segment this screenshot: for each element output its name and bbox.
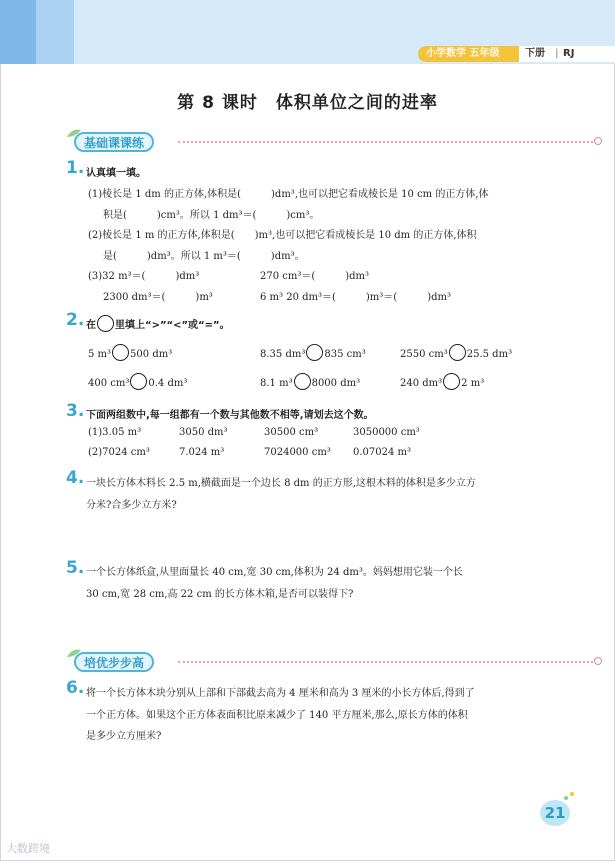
- compare-item: 2550 cm³ 25.5 dm³: [400, 344, 512, 361]
- q4-line: 分米?合多少立方米?: [86, 500, 177, 511]
- compare-item: 8.1 m³ 8000 dm³: [260, 373, 360, 390]
- q3-cell[interactable]: 3050000 cm³: [353, 427, 420, 438]
- q3-cell[interactable]: 3050 dm³: [179, 427, 228, 438]
- compare-circle[interactable]: [112, 344, 129, 361]
- compare-circle[interactable]: [294, 373, 311, 390]
- compare-item: 240 dm³ 2 m³: [400, 373, 484, 390]
- section-advanced-label: 培优步步高: [74, 652, 154, 672]
- section-basic-label: 基础课课练: [74, 132, 154, 152]
- q3-cell[interactable]: (2)7024 cm³: [88, 447, 150, 458]
- q3-prompt: 下面两组数中,每一组都有一个数与其他数不相等,请划去这个数。: [86, 410, 374, 421]
- q5-number: 5.: [66, 558, 85, 578]
- sparkle-icon: [562, 790, 576, 802]
- q5-line: 一个长方体纸盒,从里面量长 40 cm,宽 30 cm,体积为 24 dm³。妈妈想用它装一个长: [86, 567, 463, 578]
- compare-circle[interactable]: [449, 344, 466, 361]
- q2-prompt: 在 里填上“>”“<”或“=”。: [86, 315, 230, 332]
- header-band-dark: [0, 0, 36, 64]
- q1-line: (3)32 m³＝( )dm³: [88, 271, 200, 282]
- divider-end-dot: [594, 657, 602, 665]
- q1-line: (2)棱长是 1 m 的正方体,体积是( )m³,也可以把它看成棱长是 10 dm 的正方体,体积: [88, 230, 477, 241]
- q1-line: 是( )dm³。所以 1 m³＝( )dm³。: [103, 251, 305, 262]
- compare-item: 5 m³ 500 dm³: [88, 344, 172, 361]
- q3-cell[interactable]: (1)3.05 m³: [88, 427, 142, 438]
- subject-label: 小学数学 五年级: [426, 48, 500, 59]
- header-band-mid: [36, 0, 74, 64]
- q1-line: 2300 dm³＝( )m³: [103, 292, 213, 303]
- q5-line: 30 cm,宽 28 cm,高 22 cm 的长方体木箱,是否可以装得下?: [86, 589, 354, 600]
- q3-cell[interactable]: 7024000 cm³: [264, 447, 331, 458]
- volume-label: 下册: [525, 48, 545, 59]
- q1-line: 270 cm³＝( )dm³: [260, 271, 370, 282]
- compare-circle[interactable]: [306, 344, 323, 361]
- q6-line: 将一个长方体木块分别从上部和下部截去高为 4 厘米和高为 3 厘米的小长方体后,得到了: [86, 688, 475, 699]
- compare-circle[interactable]: [130, 373, 147, 390]
- dotted-divider: [178, 661, 593, 663]
- compare-item: 400 cm³ 0.4 dm³: [88, 373, 187, 390]
- q2-number: 2.: [66, 310, 85, 330]
- q6-number: 6.: [66, 678, 85, 698]
- q4-number: 4.: [66, 468, 85, 488]
- q1-number: 1.: [66, 158, 85, 178]
- page-number: 21: [540, 800, 570, 826]
- q3-cell[interactable]: 30500 cm³: [264, 427, 319, 438]
- q4-line: 一块长方体木料长 2.5 m,横截面是一个边长 8 dm 的正方形,这根木料的体积是多少立方: [86, 478, 476, 489]
- header-tag: 小学数学 五年级 下册 | RJ: [418, 46, 615, 62]
- compare-item: 8.35 dm³ 835 cm³: [260, 344, 366, 361]
- circle-blank: [97, 315, 114, 332]
- q6-line: 一个正方体。如果这个正方体表面积比原来减少了 140 平方厘米,那么,原长方体的体积: [86, 710, 468, 721]
- q3-cell[interactable]: 0.07024 m³: [353, 447, 412, 458]
- q1-line: (1)棱长是 1 dm 的正方体,体积是( )dm³,也可以把它看成棱长是 10 cm 的正方体,体: [88, 189, 489, 200]
- q1-line: 积是( )cm³。所以 1 dm³＝( )cm³。: [103, 210, 320, 221]
- page-title: 第 8 课时 体积单位之间的进率: [177, 93, 438, 113]
- q1-line: 6 m³ 20 dm³＝( )m³＝( )dm³: [260, 292, 451, 303]
- dotted-divider: [178, 141, 593, 143]
- compare-circle[interactable]: [443, 373, 460, 390]
- q3-cell[interactable]: 7.024 m³: [179, 447, 225, 458]
- q6-line: 是多少立方厘米?: [86, 731, 162, 742]
- divider-end-dot: [594, 137, 602, 145]
- q3-number: 3.: [66, 401, 85, 421]
- q1-prompt: 认真填一填。: [86, 168, 146, 179]
- watermark: 大数跨境: [6, 842, 50, 855]
- edition-label: RJ: [563, 48, 575, 59]
